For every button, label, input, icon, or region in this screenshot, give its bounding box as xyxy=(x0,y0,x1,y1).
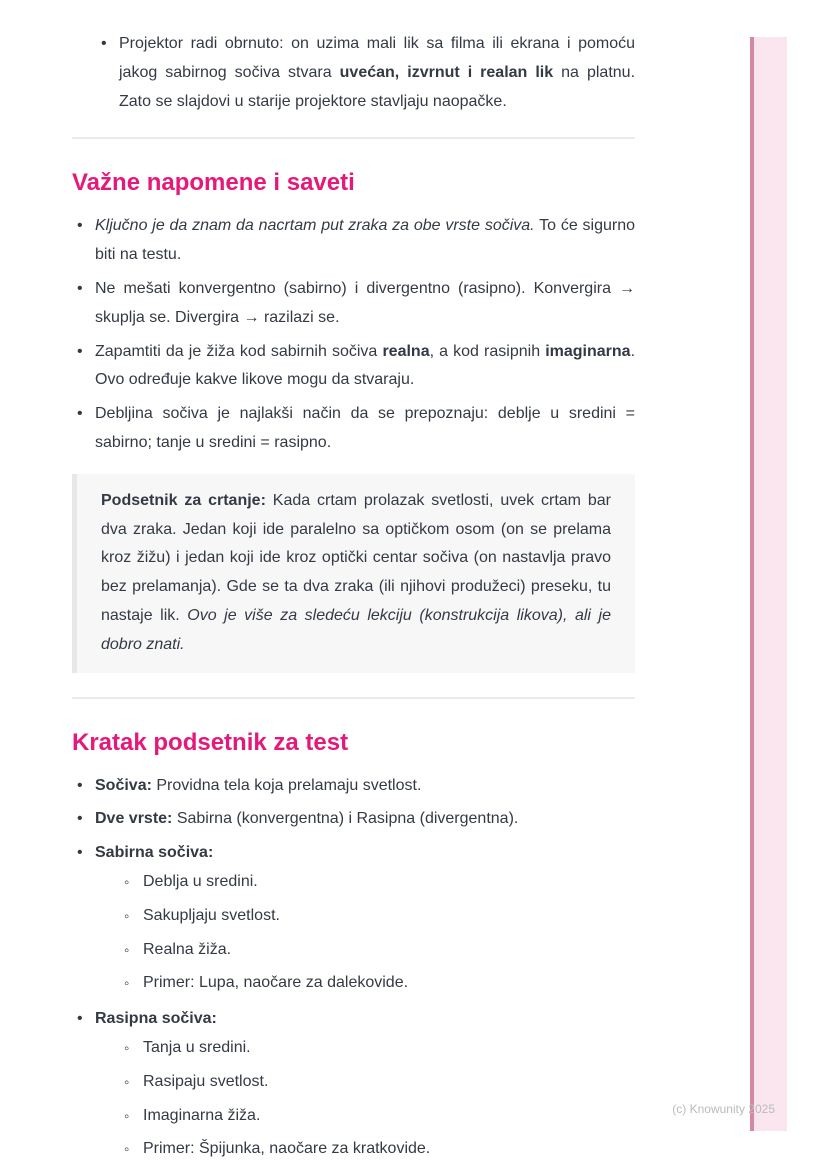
bullet3-post: . Ovo određuje kakve likove mogu da stvaraju. xyxy=(95,342,636,389)
section2-item-sabirna-sociva xyxy=(72,839,635,998)
callout-italic-note: Ovo je više za sledeću lekciju (konstrukcija likova), ali je dobro znati. xyxy=(101,606,611,653)
sub-item-text: Tanja u sredini. xyxy=(143,1038,251,1056)
item-text: Sabirna (konvergentna) i Rasipna (divergentna). xyxy=(172,810,519,828)
bullet4-text: Debljina sočiva je najlakši način da se prepoznaju: deblje u sredini = sabirno; tanje u sredini = rasipno. xyxy=(95,405,635,451)
item-lead-bold: Rasipna sočiva: xyxy=(95,1010,217,1028)
bullet1-italic-text: Ključno je da znam da nacrtam put zraka za obe vrste sočiva. xyxy=(95,217,535,235)
section1-title: Važne napomene i saveti xyxy=(72,169,355,197)
bullet1-rest-text: To će sigurno biti na testu. xyxy=(95,217,635,264)
intro-text-bold: uvećan, izvrnut i realan lik xyxy=(339,63,554,81)
section-divider xyxy=(72,697,635,699)
bullet3-mid: , a kod rasipnih xyxy=(429,342,546,360)
sub-item-text: Primer: Lupa, naočare za dalekovide. xyxy=(143,974,409,992)
section2-item-dve-vrste xyxy=(72,805,635,834)
bullet3-pre: Zapamtiti da je žiža kod sabirnih sočiva xyxy=(95,342,383,360)
bullet2-text: Ne mešati konvergentno (sabirno) i divergentno (rasipno). Konvergira → skuplja se. Divergira → razilazi se. xyxy=(95,279,635,326)
sub-item-text: Primer: Špijunka, naočare za kratkovide. xyxy=(143,1140,431,1158)
intro-bullet-item xyxy=(96,30,635,116)
section1-bullet-3 xyxy=(72,338,635,396)
sub-item-text: Realna žiža. xyxy=(143,940,232,958)
intro-text-pre: Projektor radi obrnuto: on uzima mali lik sa filma ili ekrana i pomoću jakog sabirnog sočiva stvara xyxy=(119,35,635,81)
sub-item xyxy=(120,902,635,931)
sub-item-text: Rasipaju svetlost. xyxy=(143,1072,269,1090)
sub-item xyxy=(120,868,635,897)
drawing-reminder-callout xyxy=(72,474,635,673)
section1-bullet-1 xyxy=(72,212,635,270)
section2-item-rasipna-sociva xyxy=(72,1005,635,1164)
sub-item-text: Deblja u sredini. xyxy=(143,872,258,890)
item-lead-bold: Sabirna sočiva: xyxy=(95,844,214,862)
section1-bullet-4 xyxy=(72,400,635,458)
notes-document xyxy=(72,0,635,1171)
sub-item xyxy=(120,936,635,965)
intro-text-post: na platnu. Zato se slajdovi u starije projektore stavljaju naopačke. xyxy=(119,63,636,110)
sub-item-text: Sakupljaju svetlost. xyxy=(143,906,280,924)
sub-item xyxy=(120,1102,635,1131)
sub-item xyxy=(120,969,635,998)
sub-item xyxy=(120,1068,635,1097)
item-lead-bold: Sočiva: xyxy=(95,776,152,794)
intro-bullet-list xyxy=(96,30,635,116)
section2-item-sociva xyxy=(72,772,635,801)
section2-bullet-list xyxy=(72,772,635,1165)
sub-item xyxy=(120,1135,635,1164)
item-lead-bold: Dve vrste: xyxy=(95,810,173,828)
sub-item xyxy=(120,1034,635,1063)
section2-title: Kratak podsetnik za test xyxy=(72,728,349,756)
item-text: Providna tela koja prelamaju svetlost. xyxy=(151,776,422,794)
sub-item-text: Imaginarna žiža. xyxy=(143,1106,261,1124)
callout-lead-bold: Podsetnik za crtanje: xyxy=(101,491,266,509)
section1-bullet-2 xyxy=(72,275,635,333)
rasipna-sublist xyxy=(120,1034,635,1164)
bullet3-bold-realna: realna xyxy=(382,342,430,360)
section1-bullet-list xyxy=(72,212,635,457)
bullet3-bold-imaginarna: imaginarna xyxy=(545,342,631,360)
copyright-watermark: (c) Knowunity 2025 xyxy=(672,1102,775,1116)
section-divider xyxy=(72,137,635,139)
sabirna-sublist xyxy=(120,868,635,998)
callout-body-text: Kada crtam prolazak svetlosti, uvek crtam bar dva zraka. Jedan koji ide paralelno sa optičkom osom (on se prelama kroz žižu) i jedan koji ide kroz optički centar sočiva (on nastavlja pravo bez prelamanja). Gde se ta dva zraka (ili njihovi produžeci) preseku, tu nastaje lik. xyxy=(101,491,612,624)
callout-paragraph xyxy=(101,487,611,660)
page-edge-accent-bar xyxy=(750,37,787,1131)
